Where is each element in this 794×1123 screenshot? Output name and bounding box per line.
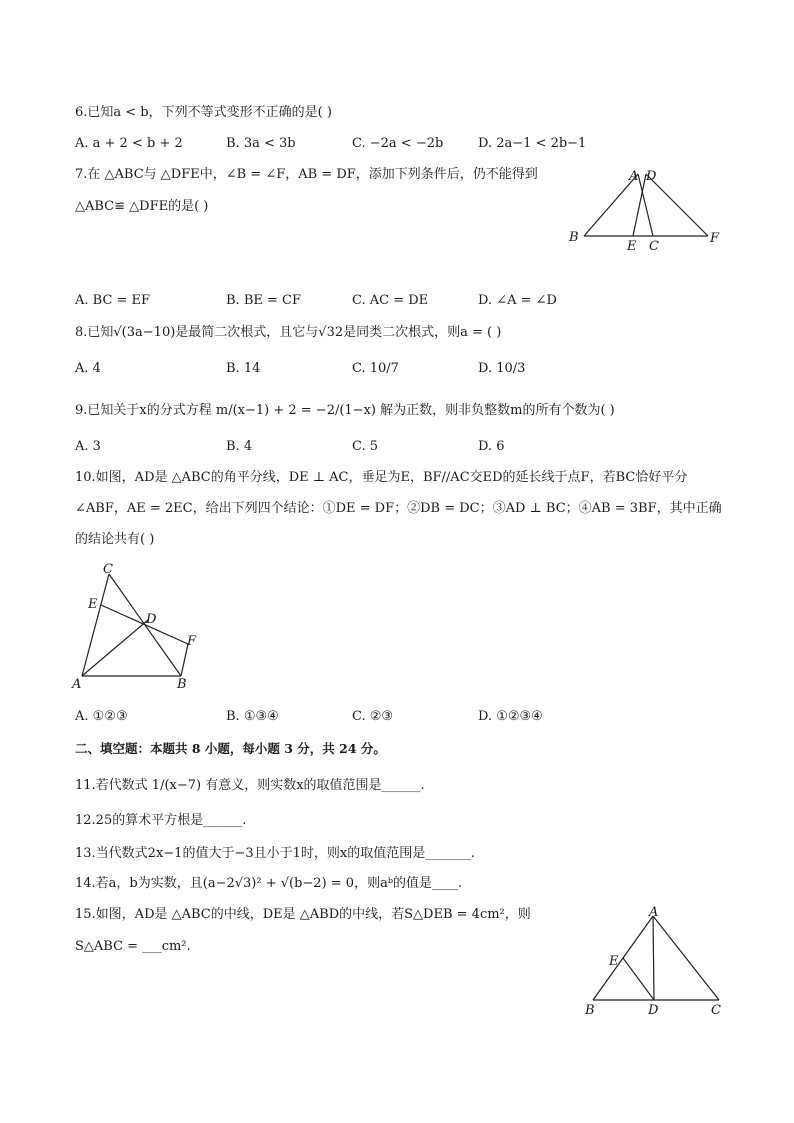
q15-label-e: E — [609, 954, 619, 969]
q9-option-d: D. 6 — [478, 439, 505, 454]
q10-label-f: F — [187, 634, 197, 649]
q8-stem: 8.已知√(3a−10)是最简二次根式，且它与√32是同类二次根式，则a = ( ) — [75, 325, 502, 340]
q7-label-d: D — [646, 169, 657, 184]
q6-option-c: C. −2a < −2b — [352, 136, 444, 151]
q7-label-a: A — [629, 169, 639, 184]
q15-label-d: D — [648, 1003, 659, 1018]
q15-label-a: A — [649, 905, 659, 920]
q10-option-d: D. ①②③④ — [478, 709, 543, 724]
q10-stem-line3: 的结论共有( ) — [75, 532, 155, 547]
q6-option-a: A. a + 2 < b + 2 — [75, 136, 183, 151]
q10-figure — [68, 560, 208, 695]
q7-label-b: B — [569, 230, 579, 245]
q7-option-a: A. BC = EF — [75, 293, 151, 308]
q7-label-c: C — [649, 239, 659, 254]
q7-option-b: B. BE = CF — [226, 293, 301, 308]
q7-stem-line1: 7.在 △ABC与 △DFE中，∠B = ∠F，AB = DF，添加下列条件后，仍不能得到 — [75, 167, 538, 182]
q10-segment-ac — [82, 574, 109, 676]
q8-option-a: A. 4 — [75, 361, 101, 376]
q10-option-b: B. ①③④ — [226, 709, 279, 724]
q6-option-d: D. 2a−1 < 2b−1 — [478, 136, 587, 151]
q6-option-b: B. 3a < 3b — [226, 136, 296, 151]
q10-option-a: A. ①②③ — [75, 709, 128, 724]
q10-label-a: A — [72, 677, 82, 692]
q7-option-d: D. ∠A = ∠D — [478, 293, 557, 308]
q12-stem: 12.25的算术平方根是______. — [75, 813, 247, 828]
q7-stem-line2: △ABC≌ △DFE的是( ) — [75, 199, 209, 214]
q8-option-d: D. 10/3 — [478, 361, 526, 376]
q7-label-e: E — [627, 239, 637, 254]
q15-stem-line2: S△ABC = ___cm². — [75, 939, 191, 954]
q10-stem-line2: ∠ABF，AE = 2EC，给出下列四个结论：①DE = DF；②DB = DC；③AD ⊥ BC；④AB = 3BF，其中正确 — [75, 501, 722, 516]
q15-label-b: B — [585, 1003, 595, 1018]
q10-segment-ef — [101, 605, 188, 644]
q10-label-c: C — [103, 562, 113, 577]
section-2-heading: 二、填空题：本题共 8 小题，每小题 3 分，共 24 分。 — [75, 741, 386, 756]
q13-stem: 13.当代数式2x−1的值大于−3且小于1时，则x的取值范围是_______. — [75, 846, 475, 861]
q15-segment-ac — [653, 916, 719, 1000]
q15-figure — [580, 903, 730, 1021]
q10-stem-line1: 10.如图，AD是 △ABC的角平分线，DE ⊥ AC，垂足为E，BF//AC交ED的延长线于点F，若BC恰好平分 — [75, 470, 688, 485]
q6-stem: 6.已知a < b，下列不等式变形不正确的是( ) — [75, 105, 332, 120]
q9-option-b: B. 4 — [226, 439, 253, 454]
q7-figure — [560, 162, 730, 257]
q10-label-b: B — [177, 677, 187, 692]
q7-label-f: F — [710, 231, 720, 246]
q10-label-e: E — [88, 597, 98, 612]
q10-segment-ad — [82, 620, 148, 676]
q15-label-c: C — [711, 1003, 721, 1018]
q10-option-c: C. ②③ — [352, 709, 394, 724]
q15-stem-line1: 15.如图，AD是 △ABC的中线，DE是 △ABD的中线，若S△DEB = 4cm²，则 — [75, 907, 531, 922]
q9-option-c: C. 5 — [352, 439, 379, 454]
q15-segment-ed — [623, 958, 654, 1000]
q11-stem: 11.若代数式 1/(x−7) 有意义，则实数x的取值范围是______. — [75, 778, 425, 793]
q15-segment-ad — [653, 916, 654, 1000]
q7-option-c: C. AC = DE — [352, 293, 429, 308]
q14-stem: 14.若a，b为实数，且(a−2√3)² + √(b−2) = 0，则aᵇ的值是____. — [75, 876, 463, 891]
q9-option-a: A. 3 — [75, 439, 101, 454]
q10-label-d: D — [146, 612, 157, 627]
q8-option-c: C. 10/7 — [352, 361, 399, 376]
q9-stem: 9.已知关于x的分式方程 m/(x−1) + 2 = −2/(1−x) 解为正数，则非负整数m的所有个数为( ) — [75, 403, 615, 418]
q8-option-b: B. 14 — [226, 361, 261, 376]
